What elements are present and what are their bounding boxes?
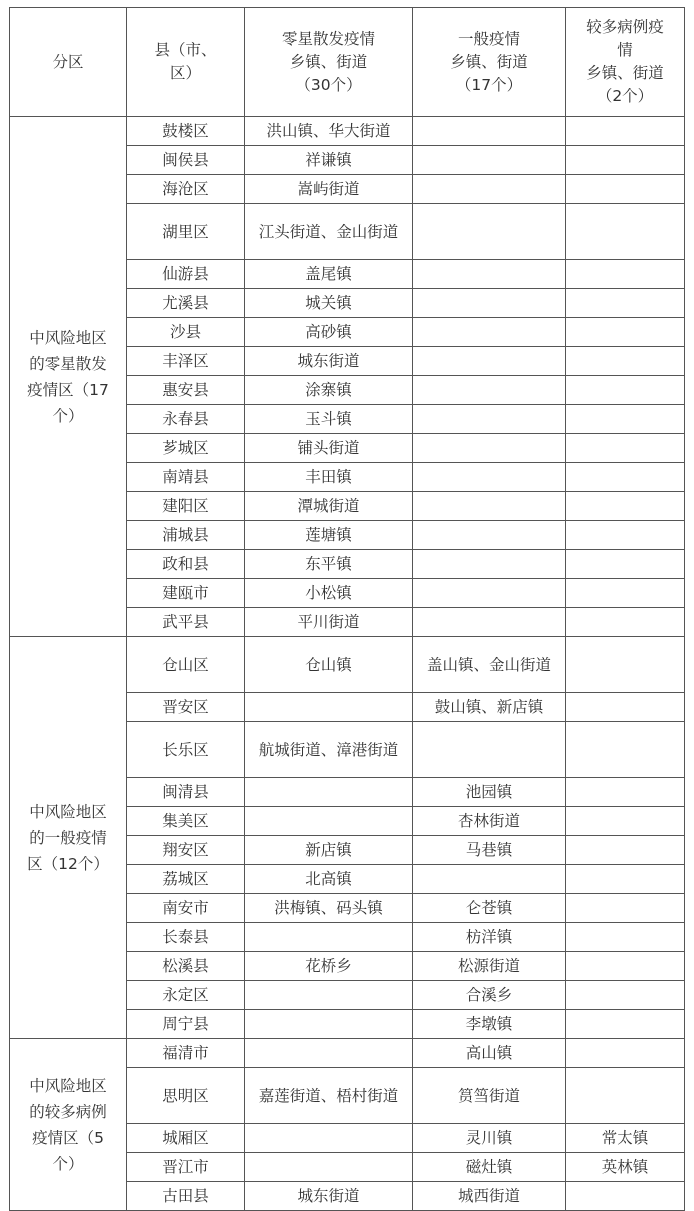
sporadic-cell: 平川街道 (245, 608, 413, 637)
general-cell (413, 463, 566, 492)
sporadic-cell: 新店镇 (245, 836, 413, 865)
general-cell: 筼筜街道 (413, 1068, 566, 1124)
many-cell (566, 894, 685, 923)
header-sporadic (245, 8, 413, 117)
many-cell (566, 260, 685, 289)
general-cell: 鼓山镇、新店镇 (413, 693, 566, 722)
county-cell: 沙县 (127, 318, 245, 347)
general-cell (413, 608, 566, 637)
sporadic-cell: 铺头街道 (245, 434, 413, 463)
county-cell: 翔安区 (127, 836, 245, 865)
sporadic-cell (245, 981, 413, 1010)
header-zone (10, 8, 127, 117)
general-cell: 灵川镇 (413, 1124, 566, 1153)
header-sporadic-line2: 乡镇、街道 (289, 52, 368, 71)
many-cell: 英林镇 (566, 1153, 685, 1182)
sporadic-cell (245, 1153, 413, 1182)
header-many (566, 8, 685, 117)
general-cell (413, 521, 566, 550)
general-cell (413, 289, 566, 318)
general-cell: 枋洋镇 (413, 923, 566, 952)
county-cell: 尤溪县 (127, 289, 245, 318)
header-many-line2: 情 (617, 41, 633, 59)
sporadic-cell: 莲塘镇 (245, 521, 413, 550)
county-cell: 南靖县 (127, 463, 245, 492)
county-cell: 湖里区 (127, 204, 245, 260)
many-cell (566, 146, 685, 175)
general-cell (413, 865, 566, 894)
many-cell (566, 117, 685, 146)
header-county-line1: 县（市、 (154, 41, 217, 59)
header-many-line1: 较多病例疫 (586, 18, 664, 36)
general-cell (413, 376, 566, 405)
header-many-line3: 乡镇、街道 (586, 64, 664, 82)
sporadic-cell: 花桥乡 (245, 952, 413, 981)
general-cell: 池园镇 (413, 778, 566, 807)
sporadic-cell: 祥谦镇 (245, 146, 413, 175)
county-cell: 永定区 (127, 981, 245, 1010)
header-general-line2: 乡镇、街道 (450, 52, 528, 71)
epidemic-zone-table (9, 7, 685, 1211)
county-cell: 浦城县 (127, 521, 245, 550)
header-county (127, 8, 245, 117)
many-cell (566, 550, 685, 579)
sporadic-cell (245, 1010, 413, 1039)
general-cell (413, 347, 566, 376)
county-cell: 政和县 (127, 550, 245, 579)
zone-cell: 中风险地区的较多病例疫情区（5个） (10, 1039, 127, 1211)
general-cell (413, 434, 566, 463)
general-cell (413, 146, 566, 175)
county-cell: 南安市 (127, 894, 245, 923)
many-cell (566, 693, 685, 722)
sporadic-cell: 小松镇 (245, 579, 413, 608)
sporadic-cell: 丰田镇 (245, 463, 413, 492)
header-general-line3: （17个） (455, 75, 523, 94)
general-cell (413, 722, 566, 778)
county-cell: 海沧区 (127, 175, 245, 204)
header-county-line2: 区） (169, 64, 201, 82)
general-cell: 盖山镇、金山街道 (413, 637, 566, 693)
many-cell (566, 434, 685, 463)
county-cell: 建阳区 (127, 492, 245, 521)
sporadic-cell: 仓山镇 (245, 637, 413, 693)
sporadic-cell: 高砂镇 (245, 318, 413, 347)
county-cell: 福清市 (127, 1039, 245, 1068)
general-cell (413, 175, 566, 204)
sporadic-cell: 盖尾镇 (245, 260, 413, 289)
general-cell (413, 579, 566, 608)
many-cell (566, 981, 685, 1010)
many-cell (566, 521, 685, 550)
county-cell: 鼓楼区 (127, 117, 245, 146)
table-row (10, 637, 685, 693)
sporadic-cell (245, 693, 413, 722)
many-cell (566, 608, 685, 637)
sporadic-cell (245, 1039, 413, 1068)
county-cell: 武平县 (127, 608, 245, 637)
sporadic-cell: 城关镇 (245, 289, 413, 318)
sporadic-cell: 嵩屿街道 (245, 175, 413, 204)
header-general (413, 8, 566, 117)
county-cell: 长泰县 (127, 923, 245, 952)
general-cell: 磁灶镇 (413, 1153, 566, 1182)
many-cell (566, 807, 685, 836)
header-zone-text: 分区 (52, 52, 84, 71)
sporadic-cell (245, 807, 413, 836)
county-cell: 闽清县 (127, 778, 245, 807)
many-cell (566, 1068, 685, 1124)
sporadic-cell: 北高镇 (245, 865, 413, 894)
sporadic-cell: 玉斗镇 (245, 405, 413, 434)
many-cell (566, 579, 685, 608)
general-cell: 马巷镇 (413, 836, 566, 865)
many-cell (566, 722, 685, 778)
general-cell (413, 318, 566, 347)
table-row (10, 1039, 685, 1068)
many-cell (566, 1010, 685, 1039)
general-cell (413, 260, 566, 289)
sporadic-cell: 江头街道、金山街道 (245, 204, 413, 260)
many-cell (566, 836, 685, 865)
general-cell: 仑苍镇 (413, 894, 566, 923)
county-cell: 集美区 (127, 807, 245, 836)
general-cell (413, 405, 566, 434)
header-row (10, 8, 685, 117)
many-cell (566, 463, 685, 492)
county-cell: 惠安县 (127, 376, 245, 405)
county-cell: 晋江市 (127, 1153, 245, 1182)
many-cell (566, 405, 685, 434)
general-cell (413, 492, 566, 521)
many-cell (566, 1182, 685, 1211)
general-cell: 杏林街道 (413, 807, 566, 836)
general-cell: 李墩镇 (413, 1010, 566, 1039)
county-cell: 思明区 (127, 1068, 245, 1124)
general-cell: 高山镇 (413, 1039, 566, 1068)
county-cell: 丰泽区 (127, 347, 245, 376)
county-cell: 仙游县 (127, 260, 245, 289)
many-cell (566, 347, 685, 376)
many-cell (566, 376, 685, 405)
sporadic-cell: 洪梅镇、码头镇 (245, 894, 413, 923)
county-cell: 周宁县 (127, 1010, 245, 1039)
zone-cell: 中风险地区的一般疫情区（12个） (10, 637, 127, 1039)
sporadic-cell (245, 778, 413, 807)
many-cell: 常太镇 (566, 1124, 685, 1153)
county-cell: 闽侯县 (127, 146, 245, 175)
header-sporadic-line3: （30个） (295, 75, 362, 94)
sporadic-cell: 涂寨镇 (245, 376, 413, 405)
county-cell: 古田县 (127, 1182, 245, 1211)
many-cell (566, 289, 685, 318)
general-cell: 合溪乡 (413, 981, 566, 1010)
sporadic-cell: 城东街道 (245, 347, 413, 376)
sporadic-cell: 潭城街道 (245, 492, 413, 521)
county-cell: 芗城区 (127, 434, 245, 463)
county-cell: 晋安区 (127, 693, 245, 722)
general-cell (413, 117, 566, 146)
county-cell: 荔城区 (127, 865, 245, 894)
many-cell (566, 204, 685, 260)
many-cell (566, 492, 685, 521)
many-cell (566, 778, 685, 807)
general-cell (413, 204, 566, 260)
header-sporadic-line1: 零星散发疫情 (281, 29, 375, 48)
county-cell: 长乐区 (127, 722, 245, 778)
many-cell (566, 318, 685, 347)
header-many-line4: （2个） (596, 87, 654, 105)
sporadic-cell: 东平镇 (245, 550, 413, 579)
table-row (10, 117, 685, 146)
county-cell: 建瓯市 (127, 579, 245, 608)
county-cell: 永春县 (127, 405, 245, 434)
many-cell (566, 637, 685, 693)
many-cell (566, 865, 685, 894)
county-cell: 仓山区 (127, 637, 245, 693)
many-cell (566, 175, 685, 204)
zone-cell: 中风险地区的零星散发疫情区（17个） (10, 117, 127, 637)
county-cell: 松溪县 (127, 952, 245, 981)
many-cell (566, 952, 685, 981)
general-cell (413, 550, 566, 579)
general-cell: 松源街道 (413, 952, 566, 981)
sporadic-cell: 嘉莲街道、梧村街道 (245, 1068, 413, 1124)
sporadic-cell (245, 923, 413, 952)
general-cell: 城西街道 (413, 1182, 566, 1211)
sporadic-cell (245, 1124, 413, 1153)
header-general-line1: 一般疫情 (457, 29, 520, 48)
sporadic-cell: 洪山镇、华大街道 (245, 117, 413, 146)
many-cell (566, 923, 685, 952)
sporadic-cell: 航城街道、漳港街道 (245, 722, 413, 778)
county-cell: 城厢区 (127, 1124, 245, 1153)
sporadic-cell: 城东街道 (245, 1182, 413, 1211)
many-cell (566, 1039, 685, 1068)
